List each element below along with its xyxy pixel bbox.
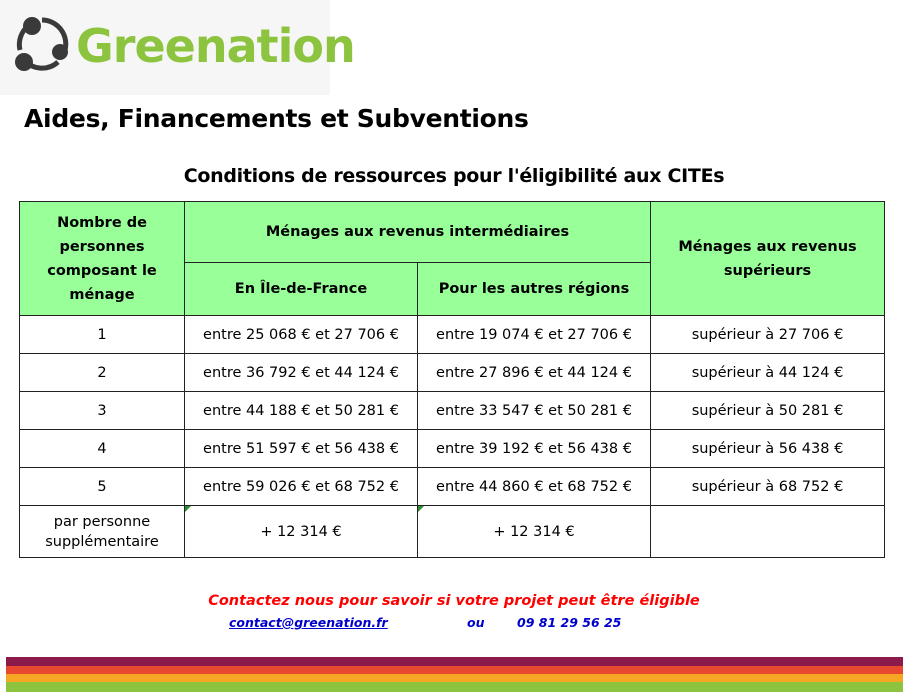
contact-separator: ou [467, 615, 485, 630]
contact-phone: 09 81 29 56 25 [517, 615, 622, 630]
extra-person-label: par personne supplémentaire [20, 506, 185, 558]
superior-cell: supérieur à 27 706 € [651, 316, 885, 354]
superior-cell: supérieur à 44 124 € [651, 354, 885, 392]
table-row [20, 354, 885, 392]
eligibility-table [19, 201, 885, 558]
footer-stripe-red [6, 666, 903, 674]
contact-call-to-action: Contactez nous pour savoir si votre projet peut être éligible [208, 593, 700, 609]
table-row [20, 316, 885, 354]
superior-cell: supérieur à 50 281 € [651, 392, 885, 430]
other-regions-cell: entre 19 074 € et 27 706 € [418, 316, 651, 354]
table-row [20, 430, 885, 468]
header-intermediate-income: Ménages aux revenus intermédiaires [185, 202, 651, 263]
other-regions-cell: entre 39 192 € et 56 438 € [418, 430, 651, 468]
superior-cell: supérieur à 56 438 € [651, 430, 885, 468]
header-superior-income: Ménages aux revenus supérieurs [651, 202, 885, 316]
header-other-regions: Pour les autres régions [418, 263, 651, 316]
page-title: Aides, Financements et Subventions [24, 104, 529, 133]
idf-cell: entre 44 188 € et 50 281 € [185, 392, 418, 430]
superior-extra-cell [651, 506, 885, 558]
greenation-logo-icon [12, 12, 72, 74]
footer-stripe-green [6, 682, 903, 692]
other-regions-cell: entre 44 860 € et 68 752 € [418, 468, 651, 506]
other-regions-cell: entre 33 547 € et 50 281 € [418, 392, 651, 430]
other-regions-extra-cell: + 12 314 € [418, 506, 651, 558]
persons-cell: 3 [20, 392, 185, 430]
superior-cell: supérieur à 68 752 € [651, 468, 885, 506]
table-row [20, 468, 885, 506]
idf-cell: entre 51 597 € et 56 438 € [185, 430, 418, 468]
brand-name: Greenation [76, 19, 355, 73]
idf-cell: entre 25 068 € et 27 706 € [185, 316, 418, 354]
idf-cell: entre 59 026 € et 68 752 € [185, 468, 418, 506]
persons-cell: 4 [20, 430, 185, 468]
table-row-extra-person [20, 506, 885, 558]
header-ile-de-france: En Île-de-France [185, 263, 418, 316]
table-title: Conditions de ressources pour l'éligibilité aux CITEs [183, 165, 725, 187]
persons-cell: 1 [20, 316, 185, 354]
footer-stripe-plum [6, 657, 903, 666]
footer-stripe-orange [6, 674, 903, 682]
header-row-1 [20, 202, 885, 263]
table-row [20, 392, 885, 430]
persons-cell: 2 [20, 354, 185, 392]
logo-area [0, 0, 355, 95]
other-regions-cell: entre 27 896 € et 44 124 € [418, 354, 651, 392]
header-persons: Nombre de personnes composant le ménage [20, 202, 185, 316]
idf-extra-cell: + 12 314 € [185, 506, 418, 558]
idf-cell: entre 36 792 € et 44 124 € [185, 354, 418, 392]
persons-cell: 5 [20, 468, 185, 506]
contact-email-link[interactable]: contact@greenation.fr [229, 615, 388, 630]
